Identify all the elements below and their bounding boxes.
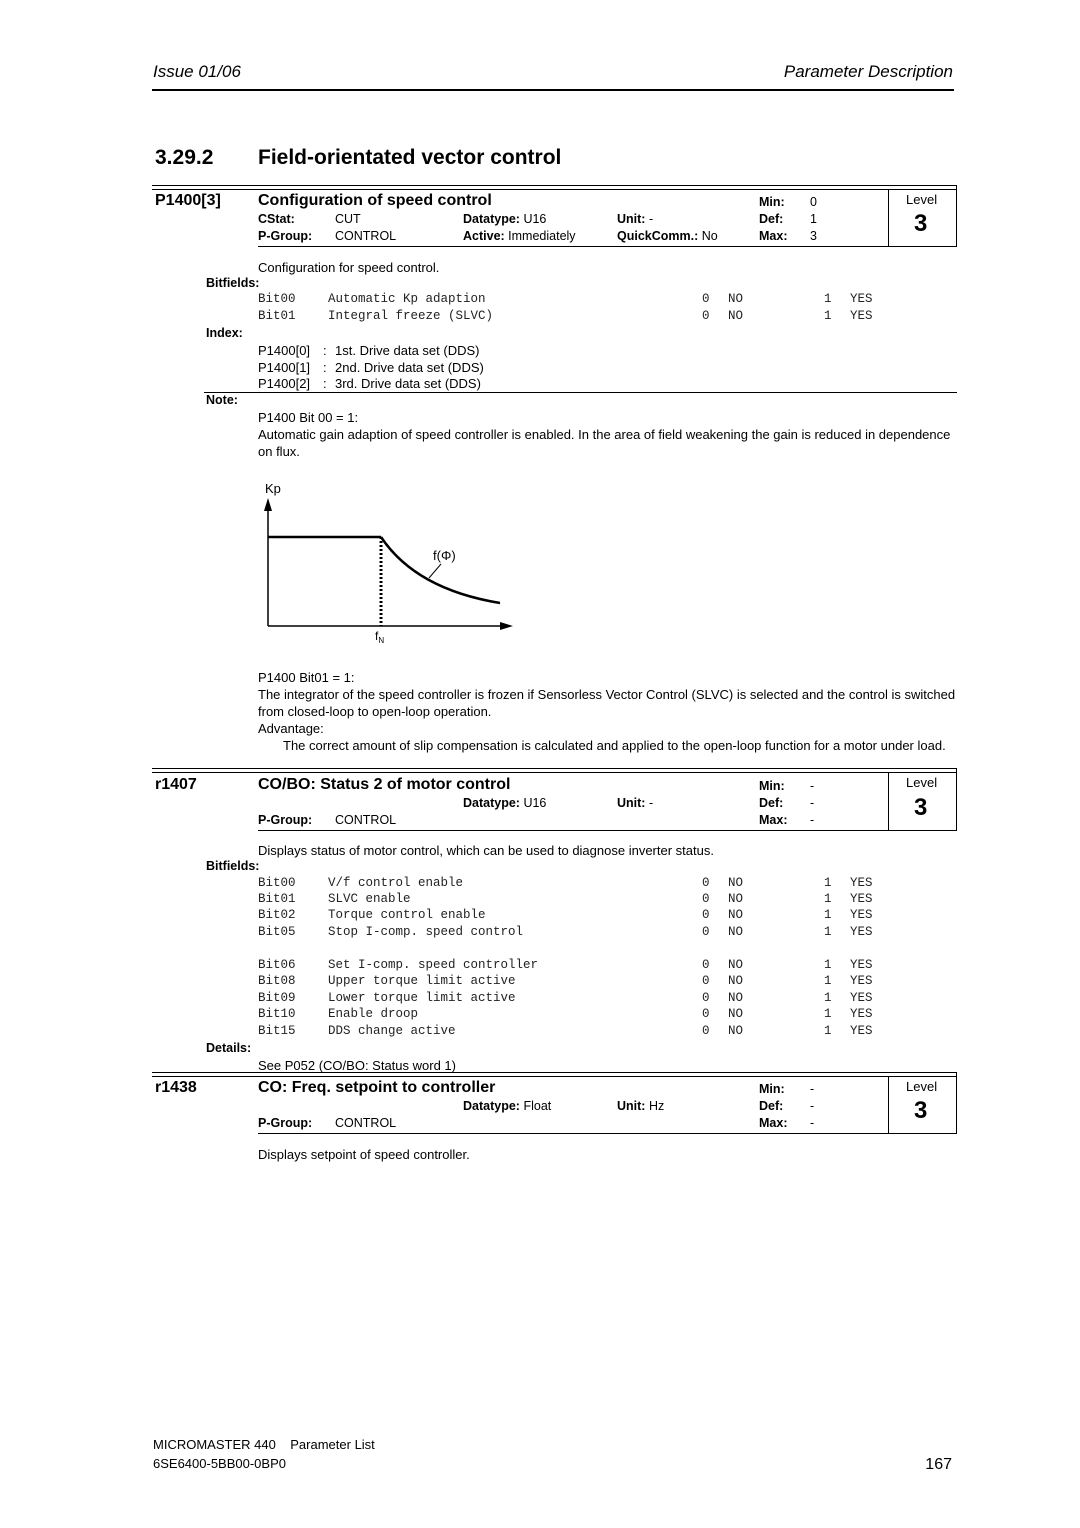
bit-number: Bit01	[258, 309, 296, 323]
bit-name: Integral freeze (SLVC)	[328, 309, 494, 323]
def-label: Def:	[759, 1099, 784, 1113]
param-top-rule-2	[152, 772, 957, 773]
param-top-rule	[152, 185, 957, 186]
level-label: Level	[906, 1079, 938, 1094]
bit-text-1: YES	[850, 974, 873, 988]
param-bottom-rule	[258, 1133, 957, 1134]
index-row	[0, 342, 1080, 358]
bit-value-0: 0	[702, 892, 710, 906]
bit-value-0: 0	[702, 876, 710, 890]
min-label: Min:	[759, 1082, 785, 1096]
bit-text-0: NO	[728, 309, 744, 323]
bitfield-row	[0, 1007, 1080, 1023]
index-value: 1st. Drive data set (DDS)	[335, 343, 480, 358]
curve-label: f(Φ)	[433, 548, 456, 563]
header-section: Parameter Description	[783, 62, 953, 81]
min-value: -	[810, 1082, 815, 1096]
footer-product: MICROMASTER 440	[153, 1437, 276, 1452]
details-text: See P052 (CO/BO: Status word 1)	[258, 1058, 456, 1073]
param-top-rule-2	[152, 1076, 957, 1077]
index-separator: :	[323, 343, 327, 358]
bit-value-1: 1	[824, 876, 832, 890]
details-label: Details:	[206, 1041, 252, 1055]
bit-text-0: NO	[728, 925, 744, 939]
pgroup-label: P-Group:	[258, 813, 313, 827]
unit-value: -	[648, 796, 654, 810]
x-axis-label	[375, 629, 384, 645]
bitfield-row	[0, 958, 1080, 974]
index-separator: :	[323, 376, 327, 391]
x-label-sub: N	[378, 636, 385, 645]
bitfield-row	[0, 991, 1080, 1007]
level-value: 3	[914, 1097, 928, 1124]
bitfield-row	[0, 892, 1080, 908]
index-separator: :	[323, 360, 327, 375]
def-label: Def:	[759, 212, 784, 226]
def-value: -	[810, 796, 815, 810]
bitfields-label: Bitfields:	[206, 276, 260, 290]
header-divider	[152, 89, 954, 91]
datatype-label: Datatype:	[463, 796, 520, 810]
bit-value-1: 1	[824, 958, 832, 972]
param-top-rule-2	[152, 189, 957, 190]
pgroup-value: CONTROL	[335, 229, 397, 243]
advantage-text: The correct amount of slip compensation is calculated and applied to the open-loop function for a motor under load.	[283, 738, 946, 753]
bitfield-row	[0, 925, 1080, 941]
bit-name: V/f control enable	[328, 876, 464, 890]
param-top-rule	[152, 768, 957, 769]
datatype-value: U16	[523, 796, 547, 810]
bit-text-0: NO	[728, 908, 744, 922]
curve-label-leader	[429, 564, 441, 578]
quickcomm-value: No	[701, 229, 718, 243]
bit-text-0: NO	[728, 1024, 744, 1038]
bit-text-1: YES	[850, 292, 873, 306]
bit-name: Set I-comp. speed controller	[328, 958, 539, 972]
footer-order-number: 6SE6400-5BB00-0BP0	[153, 1456, 286, 1471]
active-field	[463, 229, 576, 243]
bit-value-0: 0	[702, 309, 710, 323]
bit-number: Bit00	[258, 292, 296, 306]
kp-field-weakening-diagram	[255, 478, 525, 648]
param-id: r1438	[155, 1079, 197, 1096]
index-label: Index:	[206, 326, 243, 340]
quickcomm-field	[617, 229, 718, 243]
bit-value-0: 0	[702, 974, 710, 988]
min-label: Min:	[759, 779, 785, 793]
bit-name: Automatic Kp adaption	[328, 292, 486, 306]
bit-text-1: YES	[850, 991, 873, 1005]
datatype-value: Float	[523, 1099, 552, 1113]
bit-number: Bit02	[258, 908, 296, 922]
bit-name: SLVC enable	[328, 892, 411, 906]
bit-name: Stop I-comp. speed control	[328, 925, 524, 939]
note2-text: The integrator of the speed controller is frozen if Sensorless Vector Control (SLVC) is selected and the control is switched from closed-loop to open-loop operation.	[258, 687, 956, 719]
bit-text-0: NO	[728, 974, 744, 988]
bit-text-1: YES	[850, 892, 873, 906]
x-axis-arrowhead	[500, 622, 513, 630]
min-label: Min:	[759, 195, 785, 209]
active-value: Immediately	[508, 229, 576, 243]
section-title: Field-orientated vector control	[258, 146, 562, 169]
pgroup-label: P-Group:	[258, 1116, 313, 1130]
max-label: Max:	[759, 229, 788, 243]
bit-name: Lower torque limit active	[328, 991, 516, 1005]
bit-number: Bit08	[258, 974, 296, 988]
bit-text-1: YES	[850, 958, 873, 972]
level-value: 3	[914, 210, 928, 237]
bit-text-0: NO	[728, 876, 744, 890]
bit-text-1: YES	[850, 908, 873, 922]
bit-value-1: 1	[824, 1007, 832, 1021]
bit-number: Bit06	[258, 958, 296, 972]
bit-value-0: 0	[702, 292, 710, 306]
bit-name: Torque control enable	[328, 908, 486, 922]
bit-value-1: 1	[824, 991, 832, 1005]
bit-text-0: NO	[728, 991, 744, 1005]
level-label: Level	[906, 775, 938, 790]
unit-value: -	[648, 212, 654, 226]
cstat-label: CStat:	[258, 212, 295, 226]
pgroup-value: CONTROL	[335, 1116, 397, 1130]
datatype-field	[463, 212, 546, 226]
bit-text-1: YES	[850, 309, 873, 323]
level-label: Level	[906, 192, 938, 207]
bit-value-1: 1	[824, 892, 832, 906]
box-right-edge	[956, 185, 957, 247]
note-label: Note:	[206, 393, 238, 407]
index-key: P1400[1]	[258, 360, 311, 375]
footer-product-line	[153, 1437, 375, 1452]
bit-number: Bit00	[258, 876, 296, 890]
level-value: 3	[914, 794, 928, 821]
bit-value-1: 1	[824, 292, 832, 306]
box-right-edge	[956, 1072, 957, 1134]
bit-text-0: NO	[728, 292, 744, 306]
box-right-edge	[956, 768, 957, 831]
bit-value-0: 0	[702, 1024, 710, 1038]
min-value: 0	[810, 195, 817, 209]
param-top-rule	[152, 1072, 957, 1073]
y-axis-label: Kp	[265, 481, 281, 496]
datatype-label: Datatype:	[463, 212, 520, 226]
bit-value-1: 1	[824, 974, 832, 988]
bitfield-row	[0, 1024, 1080, 1040]
param-description: Displays status of motor control, which can be used to diagnose inverter status.	[258, 843, 714, 858]
unit-value: Hz	[648, 1099, 665, 1113]
bit-text-0: NO	[728, 1007, 744, 1021]
note2-title: P1400 Bit01 = 1:	[258, 670, 355, 685]
param-bottom-rule	[258, 246, 957, 247]
max-label: Max:	[759, 813, 788, 827]
bit-number: Bit01	[258, 892, 296, 906]
bitfield-row	[0, 876, 1080, 892]
bit-value-0: 0	[702, 991, 710, 1005]
unit-label: Unit:	[617, 1099, 646, 1113]
param-description: Displays setpoint of speed controller.	[258, 1147, 470, 1162]
index-value: 3rd. Drive data set (DDS)	[335, 376, 481, 391]
param-title: Configuration of speed control	[258, 192, 492, 209]
bit-text-0: NO	[728, 958, 744, 972]
def-value: -	[810, 1099, 815, 1113]
unit-field	[617, 796, 653, 810]
param-id: r1407	[155, 776, 197, 793]
header-issue: Issue 01/06	[153, 62, 241, 81]
bit-value-1: 1	[824, 309, 832, 323]
bitfield-row	[0, 908, 1080, 924]
bit-value-0: 0	[702, 958, 710, 972]
index-value: 2nd. Drive data set (DDS)	[335, 360, 484, 375]
active-label: Active:	[463, 229, 505, 243]
pgroup-value: CONTROL	[335, 813, 397, 827]
param-bottom-rule	[258, 830, 957, 831]
bit-name: Enable droop	[328, 1007, 419, 1021]
index-row	[0, 375, 1080, 391]
quickcomm-label: QuickComm.:	[617, 229, 699, 243]
bit-value-0: 0	[702, 925, 710, 939]
bit-number: Bit09	[258, 991, 296, 1005]
page-number: 167	[925, 1456, 952, 1473]
param-title: CO/BO: Status 2 of motor control	[258, 776, 511, 793]
bit-number: Bit05	[258, 925, 296, 939]
unit-label: Unit:	[617, 212, 646, 226]
section-number: 3.29.2	[155, 146, 214, 169]
index-key: P1400[0]	[258, 343, 311, 358]
def-value: 1	[810, 212, 817, 226]
flux-curve	[381, 537, 500, 603]
advantage-label: Advantage:	[258, 721, 324, 736]
max-label: Max:	[759, 1116, 788, 1130]
index-row	[0, 359, 1080, 375]
bitfield-row	[0, 309, 1080, 325]
footer-doc: Parameter List	[290, 1437, 375, 1452]
index-key: P1400[2]	[258, 376, 311, 391]
note1-text: Automatic gain adaption of speed controller is enabled. In the area of field weakening the gain is reduced in dependence on flux.	[258, 427, 951, 459]
unit-field	[617, 212, 653, 226]
bit-text-1: YES	[850, 1007, 873, 1021]
level-divider	[888, 189, 889, 247]
bitfields-label: Bitfields:	[206, 859, 260, 873]
bit-text-1: YES	[850, 876, 873, 890]
bit-text-0: NO	[728, 892, 744, 906]
note-divider	[204, 392, 957, 393]
min-value: -	[810, 779, 815, 793]
note1-title: P1400 Bit 00 = 1:	[258, 410, 359, 425]
level-divider	[888, 1076, 889, 1134]
datatype-label: Datatype:	[463, 1099, 520, 1113]
max-value: 3	[810, 229, 817, 243]
bit-name: Upper torque limit active	[328, 974, 516, 988]
datatype-field	[463, 796, 546, 810]
unit-label: Unit:	[617, 796, 646, 810]
datatype-field	[463, 1099, 551, 1113]
param-title: CO: Freq. setpoint to controller	[258, 1079, 496, 1096]
bit-number: Bit10	[258, 1007, 296, 1021]
bit-text-1: YES	[850, 1024, 873, 1038]
bitfield-row	[0, 292, 1080, 308]
bit-value-0: 0	[702, 908, 710, 922]
cstat-value: CUT	[335, 212, 361, 226]
def-label: Def:	[759, 796, 784, 810]
param-description: Configuration for speed control.	[258, 260, 440, 275]
bitfield-row	[0, 974, 1080, 990]
bit-number: Bit15	[258, 1024, 296, 1038]
pgroup-label: P-Group:	[258, 229, 313, 243]
bit-value-1: 1	[824, 1024, 832, 1038]
bit-value-1: 1	[824, 925, 832, 939]
datatype-value: U16	[523, 212, 547, 226]
bit-value-0: 0	[702, 1007, 710, 1021]
bit-value-1: 1	[824, 908, 832, 922]
x-label-main: f	[375, 629, 379, 643]
max-value: -	[810, 813, 815, 827]
unit-field	[617, 1099, 664, 1113]
max-value: -	[810, 1116, 815, 1130]
param-id: P1400[3]	[155, 192, 221, 209]
bit-name: DDS change active	[328, 1024, 456, 1038]
level-divider	[888, 772, 889, 831]
bit-text-1: YES	[850, 925, 873, 939]
